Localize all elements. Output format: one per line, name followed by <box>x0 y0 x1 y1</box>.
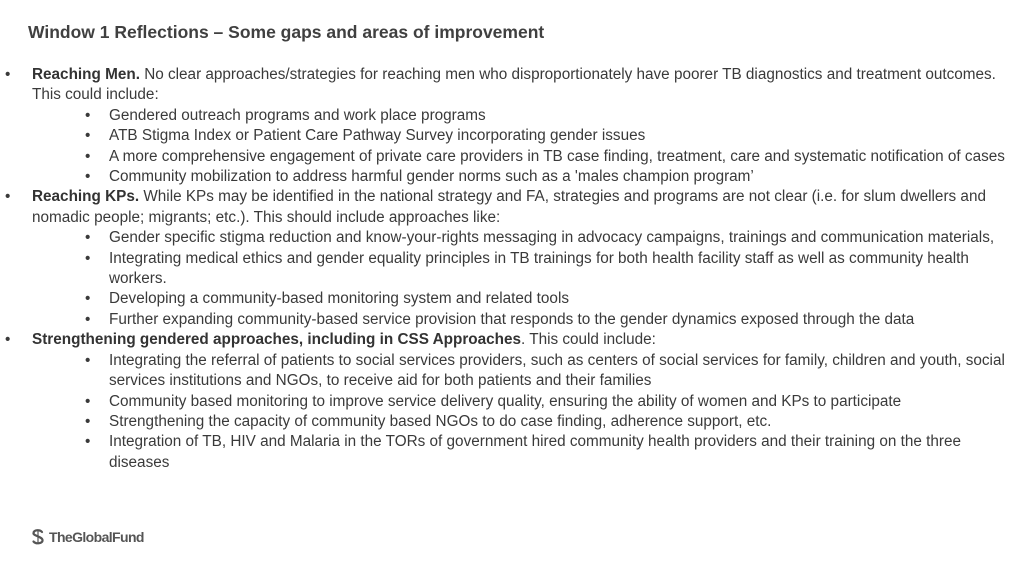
sub-item-text: Further expanding community-based service provision that responds to the gender dynamics exposed through the data <box>109 310 915 328</box>
sub-item-text: Gendered outreach programs and work place programs <box>109 106 486 124</box>
slide-content <box>0 65 1020 473</box>
sub-item <box>0 147 1020 167</box>
sub-item-text: A more comprehensive engagement of private care providers in TB case finding, treatment, care and systematic notification of cases <box>109 147 1005 165</box>
section-lead: Reaching Men. <box>32 66 140 83</box>
bullet: • <box>85 310 91 328</box>
bullet: • <box>85 290 91 308</box>
sub-item <box>0 249 1020 290</box>
bullet: • <box>85 249 91 267</box>
bullet: • <box>5 188 11 206</box>
sub-item <box>0 432 1020 473</box>
slide-title: Window 1 Reflections – Some gaps and areas of improvement <box>28 22 545 42</box>
section-text: While KPs may be identified in the national strategy and FA, strategies and programs are not clear (i.e. for slum dwellers and nomadic people; migrants; etc.). This should include approaches like: <box>32 188 986 226</box>
sub-item <box>0 310 1020 330</box>
sub-item-text: Integration of TB, HIV and Malaria in the TORs of government hired community health providers and their training on the three diseases <box>109 433 961 471</box>
bullet: • <box>85 168 91 186</box>
sub-item <box>0 392 1020 412</box>
sub-item <box>0 289 1020 309</box>
section-text: . This could include: <box>521 331 656 349</box>
sub-item-text: Community based monitoring to improve service delivery quality, ensuring the ability of women and KPs to participate <box>109 392 902 410</box>
section-lead: Reaching KPs. <box>32 188 140 206</box>
section-reaching-kps <box>0 187 1020 228</box>
sub-item <box>0 167 1020 187</box>
sub-item-text: Community mobilization to address harmful gender norms such as a 'males champion program’ <box>109 168 754 186</box>
section-gendered-approaches <box>0 330 1020 350</box>
section-text: No clear approaches/strategies for reaching men who disproportionately have poorer TB diagnostics and treatment outcomes. This could include: <box>32 66 996 104</box>
global-fund-logo <box>30 528 144 546</box>
bullet: • <box>85 351 91 369</box>
bullet: • <box>85 433 91 451</box>
bullet: • <box>5 66 11 83</box>
sub-item-text: Integrating medical ethics and gender equality principles in TB trainings for both health facility staff as well as community health workers. <box>109 249 969 288</box>
sub-item-text: ATB Stigma Index or Patient Care Pathway Survey incorporating gender issues <box>109 127 646 145</box>
logo-text: TheGlobalFund <box>49 529 144 545</box>
sub-item <box>0 351 1020 392</box>
section-reaching-men <box>0 65 1020 106</box>
global-fund-logo-icon <box>30 528 46 546</box>
sub-item-text: Gender specific stigma reduction and know-your-rights messaging in advocacy campaigns, trainings and communication materials, <box>109 229 995 247</box>
sub-item-text: Strengthening the capacity of community based NGOs to do case finding, adherence support, etc. <box>109 412 772 430</box>
sub-item <box>0 412 1020 432</box>
sub-item <box>0 126 1020 146</box>
bullet: • <box>85 147 91 165</box>
sub-item <box>0 106 1020 126</box>
bullet: • <box>85 412 91 430</box>
sub-item-text: Integrating the referral of patients to social services providers, such as centers of social services for family, children and youth, social services institutions and NGOs, to receive aid for both patients and their families <box>109 351 1005 390</box>
bullet: • <box>85 106 91 124</box>
bullet: • <box>85 127 91 145</box>
bullet: • <box>85 392 91 410</box>
sub-item <box>0 228 1020 248</box>
sub-item-text: Developing a community-based monitoring system and related tools <box>109 290 569 308</box>
bullet: • <box>85 229 91 247</box>
section-lead: Strengthening gendered approaches, including in CSS Approaches <box>32 331 521 349</box>
bullet: • <box>5 331 11 349</box>
